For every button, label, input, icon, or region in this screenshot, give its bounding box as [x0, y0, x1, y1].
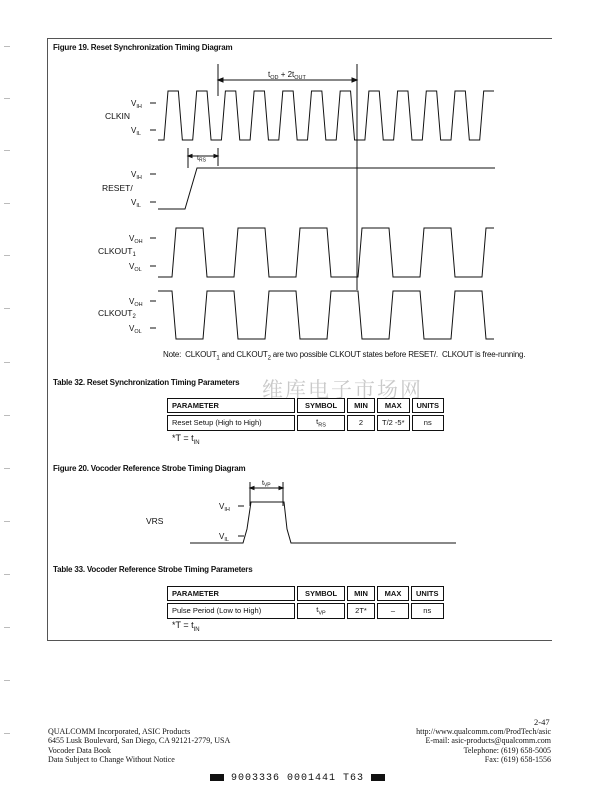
table-header-row: [167, 586, 444, 601]
col-max: MAX: [377, 586, 409, 601]
svg-text:VOH: $V_{OH}$: [129, 297, 143, 308]
footer-fax: Fax: (619) 658-1556: [484, 755, 551, 765]
table32-grid: [165, 396, 446, 433]
table33: [165, 584, 446, 621]
figure20-title: Figure 20. Vocoder Reference Strobe Timing Diagram: [53, 464, 246, 473]
svg-text:VIH: $V_{IH}$: [131, 99, 142, 110]
cell-symbol: $t_{RS}$: [297, 415, 345, 431]
cell-parameter: Pulse Period (Low to High): [167, 603, 295, 619]
svg-text:VOL: $V_{OL}$: [129, 262, 142, 273]
barcode-strip: [210, 773, 385, 784]
col-parameter: PARAMETER: [167, 398, 295, 413]
svg-text:VIH: $V_{IH}$: [219, 502, 230, 513]
clkout2-label: $CLKOUT_2$: [98, 308, 136, 320]
reset-label: RESET/: [102, 183, 133, 193]
footer-email: E-mail: asic-products@qualcomm.com: [425, 736, 551, 746]
cell-units: ns: [411, 603, 444, 619]
table33-footnote: $*T = t_{IN}$: [172, 620, 200, 633]
footer-url: http://www.qualcomm.com/ProdTech/asic: [416, 727, 551, 736]
dim-vp-label: $t_{VP}$: [262, 480, 271, 489]
footer-phone: Telephone: (619) 658-5005: [463, 745, 551, 755]
vrs-label: VRS: [146, 516, 164, 526]
col-max: MAX: [377, 398, 410, 413]
footer-company: QUALCOMM Incorporated, ASIC Products: [48, 727, 191, 736]
svg-text:VIL: $V_{IL}$: [219, 532, 229, 543]
cell-min: 2T*: [347, 603, 375, 619]
table-header-row: [167, 398, 444, 413]
dim-top-label: $t_{OD} + 2t_{OUT}$: [268, 70, 306, 81]
table33-grid: [165, 584, 446, 621]
cell-max: –: [377, 603, 409, 619]
cell-max: T/2 -5*: [377, 415, 410, 431]
svg-text:VIH: $V_{IH}$: [131, 170, 142, 181]
dim-rs-label: $t_{RS}$: [197, 155, 206, 164]
watermark: 维库电子市场网: [262, 378, 423, 402]
barcode-text: 9003336 0001441 T63: [231, 773, 365, 784]
barcode-block-left: [210, 774, 224, 781]
col-symbol: SYMBOL: [297, 586, 345, 601]
svg-text:VIL: $V_{IL}$: [131, 198, 141, 209]
table-row: [167, 603, 444, 619]
svg-text:VOH: $V_{OH}$: [129, 234, 143, 245]
table-row: [167, 415, 444, 431]
col-units: UNITS: [411, 586, 444, 601]
footer-address: 6455 Lusk Boulevard, San Diego, CA 92121-2779, USA: [48, 736, 231, 746]
clkout1-label: $CLKOUT_1$: [98, 246, 136, 258]
cell-symbol: $t_{VP}$: [297, 603, 345, 619]
footer-right: [416, 727, 551, 765]
footer-disclaimer: Data Subject to Change Without Notice: [48, 755, 175, 765]
col-symbol: SYMBOL: [297, 398, 345, 413]
page-number: 2-47: [534, 717, 550, 727]
footer-left: [48, 727, 230, 765]
footer-book: Vocoder Data Book: [48, 745, 111, 755]
col-units: UNITS: [412, 398, 445, 413]
table32: [165, 396, 446, 433]
figure19-title: Figure 19. Reset Synchronization Timing Diagram: [53, 43, 233, 52]
table33-title: Table 33. Vocoder Reference Strobe Timing Parameters: [53, 565, 253, 574]
svg-text:VOL: $V_{OL}$: [129, 324, 142, 335]
table32-title: Table 32. Reset Synchronization Timing Parameters: [53, 378, 240, 387]
col-min: MIN: [347, 586, 375, 601]
cell-min: 2: [347, 415, 375, 431]
figure19-note: Note: $CLKOUT_1$ and $CLKOUT_2$ are two possible CLKOUT states before RESET/. CLKOUT is free-running.: [163, 350, 526, 362]
figure20-timing-diagram: [0, 470, 599, 560]
col-min: MIN: [347, 398, 375, 413]
frame-bottom: [47, 640, 552, 641]
cell-parameter: Reset Setup (High to High): [167, 415, 295, 431]
svg-text:VIL: $V_{IL}$: [131, 126, 141, 137]
clkin-label: CLKIN: [105, 111, 131, 121]
cell-units: ns: [412, 415, 445, 431]
col-parameter: PARAMETER: [167, 586, 295, 601]
barcode-block-right: [371, 774, 385, 781]
table32-footnote: $*T = t_{IN}$: [172, 433, 200, 446]
figure19-timing-diagram: [0, 0, 599, 370]
